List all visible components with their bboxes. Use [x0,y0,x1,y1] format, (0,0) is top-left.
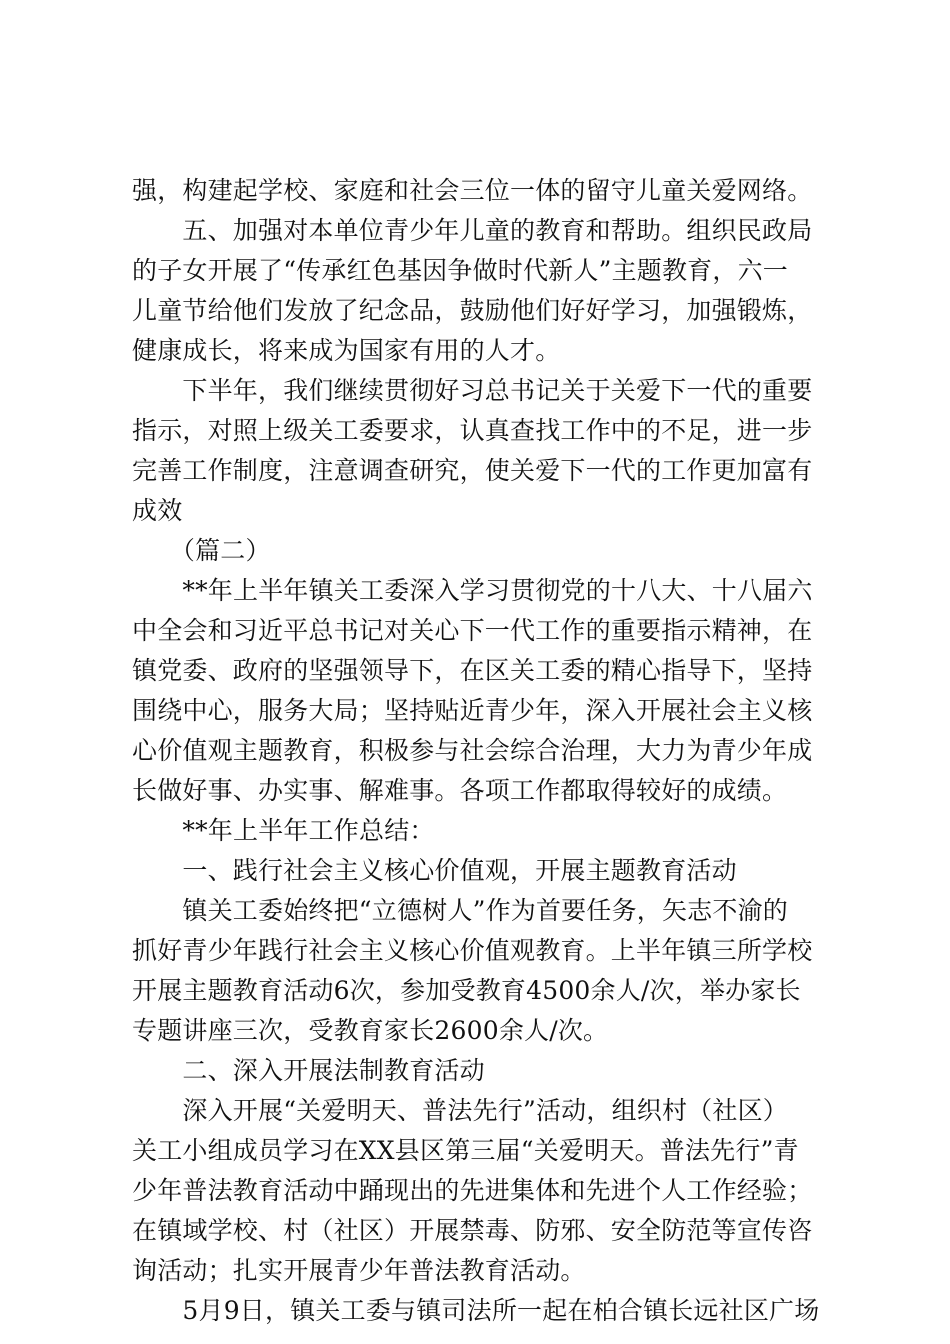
subheading: 一、践行社会主义核心价值观，开展主题教育活动 [132,856,737,885]
text-line: 强，构建起学校、家庭和社会三位一体的留守儿童关爱网络。 [132,176,813,205]
text-line: 的子女开展了“传承红色基因争做时代新人”主题教育，六一 [132,256,788,285]
text-line: **年上半年镇关工委深入学习贯彻党的十八大、十八届六 [132,576,813,605]
text-line: 开展主题教育活动6次，参加受教育4500余人/次，举办家长 [132,976,801,1005]
text-line: 中全会和习近平总书记对关心下一代工作的重要指示精神，在 [132,616,813,645]
text-line: 关工小组成员学习在XX县区第三届“关爱明天。普法先行”青 [132,1136,799,1165]
text-line: 下半年，我们继续贯彻好习总书记关于关爱下一代的重要 [132,376,813,405]
section-heading: （篇二） [132,536,271,565]
text-line: 五、加强对本单位青少年儿童的教育和帮助。组织民政局 [132,216,813,245]
text-line: 抓好青少年践行社会主义核心价值观教育。上半年镇三所学校 [132,936,813,965]
text-line: 少年普法教育活动中踊现出的先进集体和先进个人工作经验； [132,1176,813,1205]
text-line: 心价值观主题教育，积极参与社会综合治理，大力为青少年成 [132,736,813,765]
text-line: 深入开展“关爱明天、普法先行”活动，组织村（社区） [132,1096,788,1125]
text-line: 长做好事、办实事、解难事。各项工作都取得较好的成绩。 [132,776,788,805]
text-line: 在镇域学校、村（社区）开展禁毒、防邪、安全防范等宣传咨 [132,1216,813,1245]
subheading: **年上半年工作总结： [132,816,435,845]
text-line: 成效 [132,496,183,525]
text-line: 完善工作制度，注意调查研究，使关爱下一代的工作更加富有 [132,456,813,485]
text-line: 镇关工委始终把“立德树人”作为首要任务，矢志不渝的 [132,896,788,925]
text-line: 儿童节给他们发放了纪念品，鼓励他们好好学习，加强锻炼， [132,296,813,325]
text-line: 健康成长，将来成为国家有用的人才。 [132,336,561,365]
text-line: 指示，对照上级关工委要求，认真查找工作中的不足，进一步 [132,416,813,445]
subheading: 二、深入开展法制教育活动 [132,1056,485,1085]
text-line: 围绕中心，服务大局；坚持贴近青少年，深入开展社会主义核 [132,696,813,725]
text-line: 镇党委、政府的坚强领导下，在区关工委的精心指导下，坚持 [132,656,813,685]
text-line: 询活动；扎实开展青少年普法教育活动。 [132,1256,586,1285]
text-line: 5月9日，镇关工委与镇司法所一起在柏合镇长远社区广场 [132,1296,820,1325]
text-line: 专题讲座三次，受教育家长2600余人/次。 [132,1016,609,1045]
